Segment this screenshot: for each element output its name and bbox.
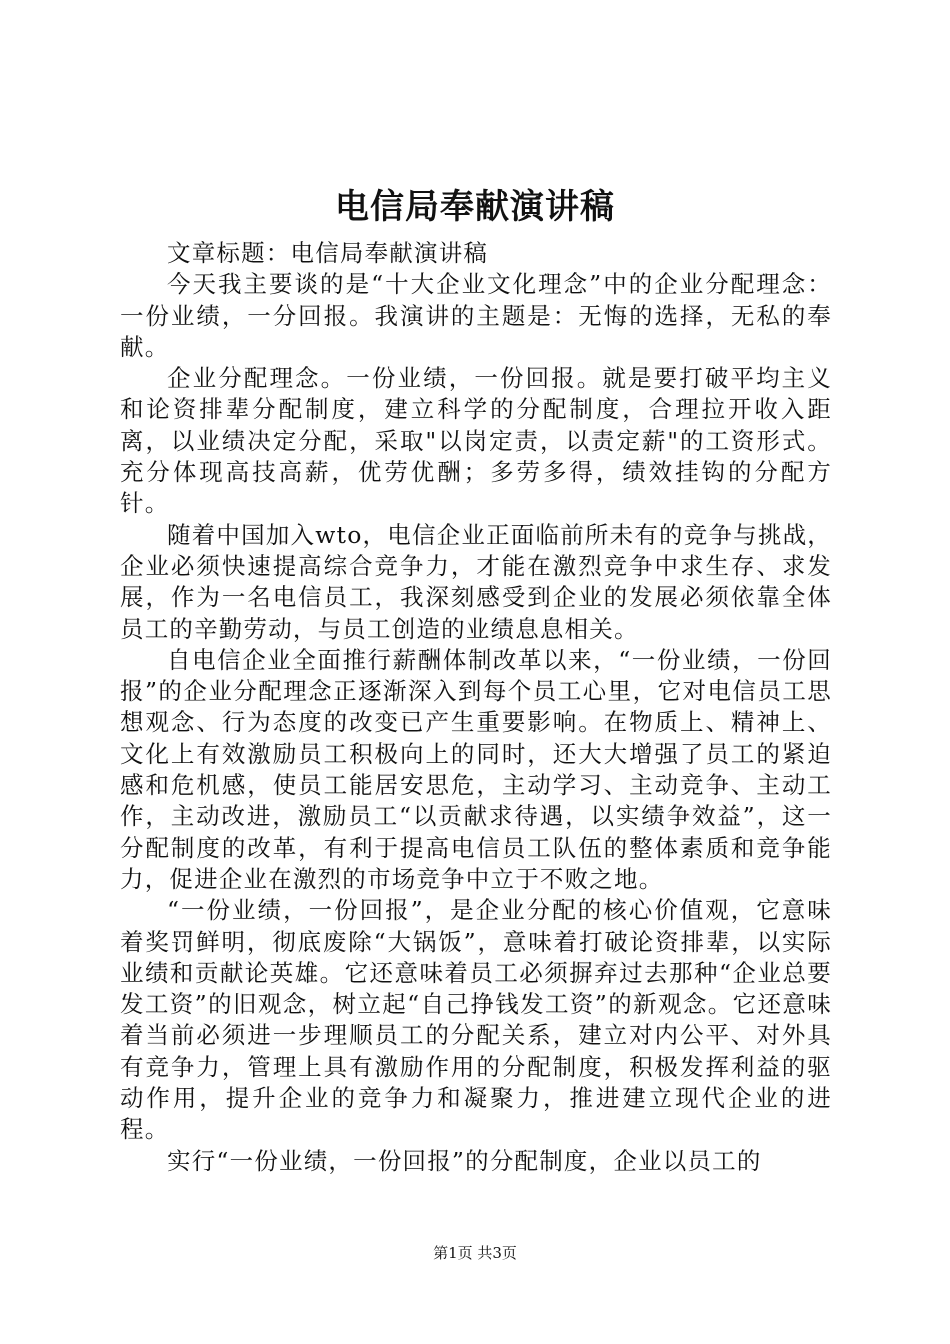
paragraph: 自电信企业全面推行薪酬体制改革以来，“一份业绩，一份回报”的企业分配理念正逐渐深入到每个员工心里，它对电信员工思想观念、行为态度的改变已产生重要影响。在物质上、精神上、文化上有效激励员工积极向上的同时，还大大增强了员工的紧迫感和危机感，使员工能居安思危，主动学习、主动竞争、主动工作，主动改进，激励员工“以贡献求待遇，以实绩争效益”，这一分配制度的改革，有利于提高电信员工队伍的整体素质和竞争能力，促进企业在激烈的市场竞争中立于不败之地。 [120,645,832,893]
page-number-footer: 第1页 共3页 [433,1244,517,1262]
paragraph: 实行“一份业绩，一份回报”的分配制度，企业以员工的 [167,1146,762,1175]
paragraph: “一份业绩，一份回报”，是企业分配的核心价值观，它意味着奖罚鲜明，彻底废除“大锅饭”，意味着打破论资排辈，以实际业绩和贡献论英雄。它还意味着员工必须摒弃过去那种“企业总要发工资”的旧观念，树立起“自己挣钱发工资”的新观念。它还意味着当前必须进一步理顺员工的分配关系，建立对内公平、对外具有竞争力，管理上具有激励作用的分配制度，积极发挥利益的驱动作用，提升企业的竞争力和凝聚力，推进建立现代企业的进程。 [120,896,832,1144]
document-title: 电信局奉献演讲稿 [335,187,615,227]
paragraph-article-title: 文章标题：电信局奉献演讲稿 [167,239,489,267]
paragraph: 随着中国加入wto，电信企业正面临前所未有的竞争与挑战，企业必须快速提高综合竞争力，才能在激烈竞争中求生存、求发展，作为一名电信员工，我深刻感受到企业的发展必须依靠全体员工的辛勤劳动，与员工创造的业绩息息相关。 [120,520,832,643]
document-body [120,238,832,1177]
paragraph: 企业分配理念。一份业绩，一份回报。就是要打破平均主义和论资排辈分配制度，建立科学的分配制度，合理拉开收入距离，以业绩决定分配，采取"以岗定责，以责定薪"的工资形式。充分体现高技高薪，优劳优酬；多劳多得，绩效挂钩的分配方针。 [120,364,832,518]
paragraph: 今天我主要谈的是“十大企业文化理念”中的企业分配理念：一份业绩，一分回报。我演讲的主题是：无悔的选择，无私的奉献。 [120,270,832,361]
